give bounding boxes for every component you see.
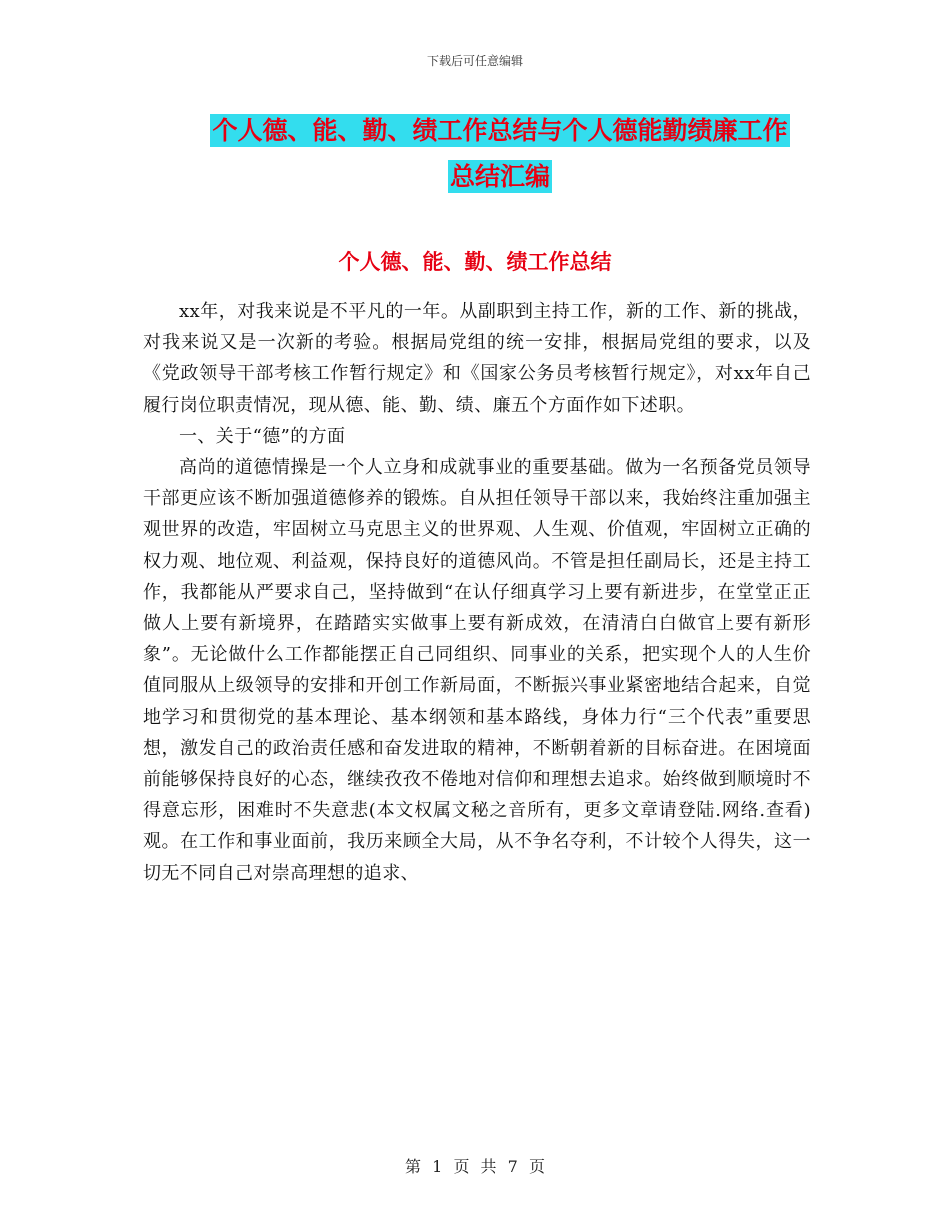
footer-total-unit: 页 bbox=[528, 1157, 545, 1176]
title-line-1: 个人德、能、勤、绩工作总结与个人德能勤绩廉工作 bbox=[212, 116, 788, 145]
paragraph-intro: xx年，对我来说是不平凡的一年。从副职到主持工作，新的工作、新的挑战，对我来说又是一次新的考验。根据局党组的统一安排，根据局党组的要求，以及《党政领导干部考核工作暂行规定》和《国家公务员考核暂行规定》，对xx年自己履行岗位职责情况，现从德、能、勤、绩、廉五个方面作如下述职。 bbox=[143, 301, 811, 416]
section-title: 个人德、能、勤、绩工作总结 bbox=[338, 250, 612, 274]
document-body bbox=[143, 296, 811, 889]
paragraph-heading-de: 一、关于“德”的方面 bbox=[179, 425, 346, 447]
footer-total-number: 7 bbox=[507, 1157, 518, 1176]
page-footer bbox=[0, 1154, 950, 1177]
title-line-2: 总结汇编 bbox=[449, 162, 550, 191]
paragraph-de-content: 高尚的道德情操是一个人立身和成就事业的重要基础。做为一名预备党员领导干部更应该不断加强道德修养的锻炼。自从担任领导干部以来，我始终注重加强主观世界的改造，牢固树立马克思主义的世界观、人生观、价值观，牢固树立正确的权力观、地位观、利益观，保持良好的道德风尚。不管是担任副局长，还是主持工作，我都能从严要求自己，坚持做到“在认仔细真学习上要有新进步，在堂堂正正做人上要有新境界，在踏踏实实做事上要有新成效，在清清白白做官上要有新形象”。无论做什么工作都能摆正自己同组织、同事业的关系，把实现个人的人生价值同服从上级领导的安排和开创工作新局面，不断振兴事业紧密地结合起来，自觉地学习和贯彻党的基本理论、基本纲领和基本路线，身体力行“三个代表”重要思想，激发自己的政治责任感和奋发进取的精神，不断朝着新的目标奋进。在困境面前能够保持良好的心态，继续孜孜不倦地对信仰和理想去追求。始终做到顺境时不得意忘形，困难时不失意悲(本文权属文秘之音所有，更多文章请登陆.网络.查看)观。在工作和事业面前，我历来顾全大局，从不争名夺利，不计较个人得失，这一切无不同自己对崇高理想的追求、 bbox=[143, 457, 811, 884]
document-title bbox=[140, 108, 860, 200]
header-note: 下载后可任意编辑 bbox=[426, 54, 523, 68]
footer-page-unit: 页 bbox=[453, 1157, 470, 1176]
footer-page-number: 1 bbox=[432, 1157, 443, 1176]
footer-total-label: 共 bbox=[480, 1157, 497, 1176]
footer-page-label: 第 bbox=[405, 1157, 422, 1176]
